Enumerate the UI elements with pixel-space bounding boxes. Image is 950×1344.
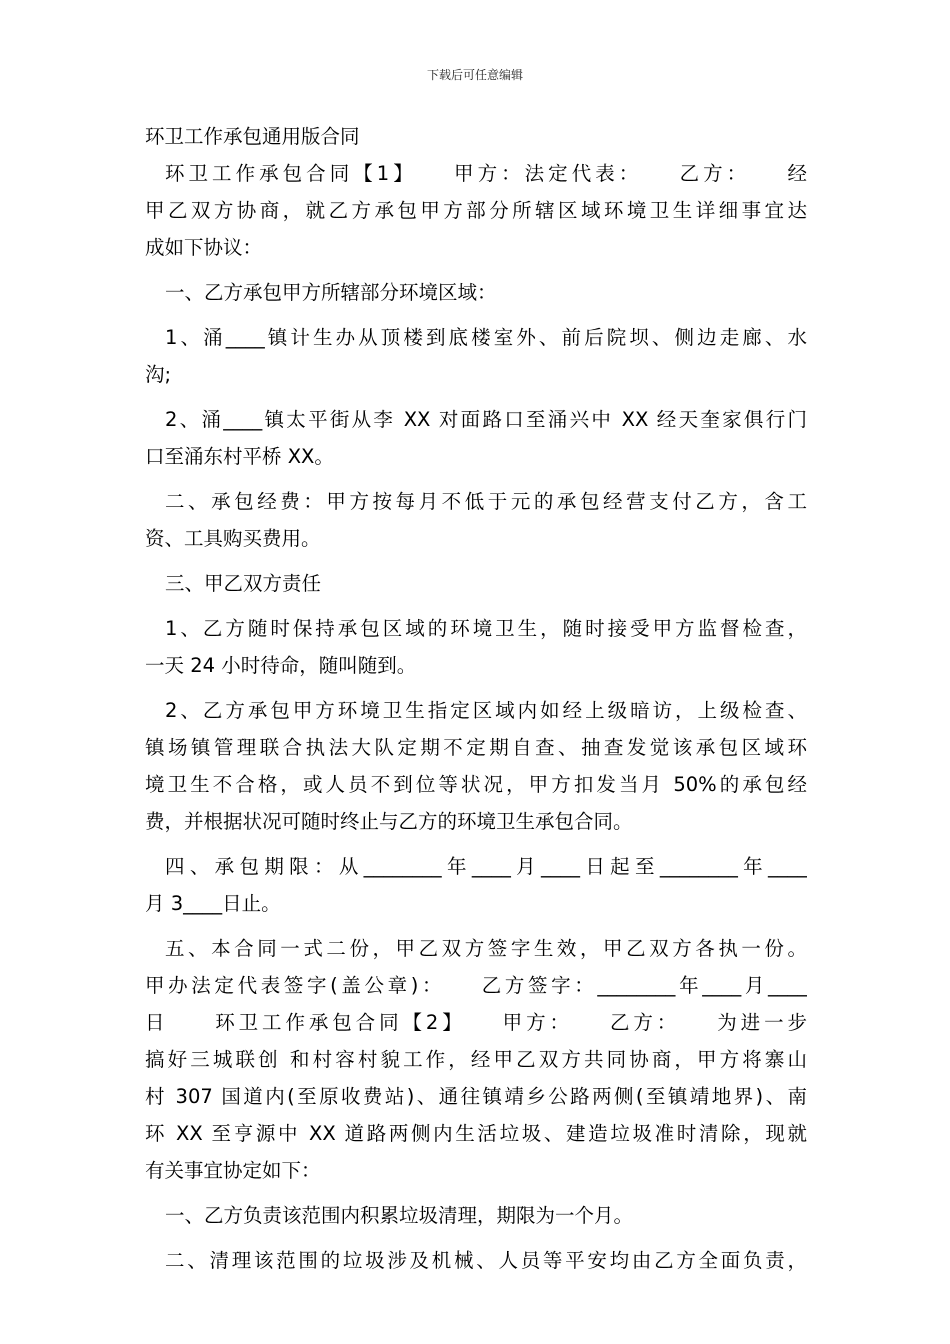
paragraph-line: 甲办法定代表签字(盖公章)： 乙方签字：________年____月____ [145, 974, 807, 997]
paragraph-line: 费，并根据状况可随时终止与乙方的环境卫生承包合同。 [145, 810, 633, 833]
paragraph-line: 1、涌____镇计生办从顶楼到底楼室外、前后院坝、侧边走廊、水 [165, 326, 807, 349]
paragraph-line: 四、承包期限：从________年____月____日起至________年____ [165, 855, 807, 878]
paragraph-line: 镇场镇管理联合执法大队定期不定期自查、抽查发觉该承包区域环 [145, 736, 807, 759]
paragraph-line: 甲乙双方协商，就乙方承包甲方部分所辖区域环境卫生详细事宜达 [145, 199, 807, 222]
paragraph-line: 一、乙方负责该范围内积累垃圾清理，期限为一个月。 [165, 1204, 634, 1227]
paragraph-line: 境卫生不合格，或人员不到位等状况，甲方扣发当月 50%的承包经 [145, 773, 807, 796]
document-title: 环卫工作承包通用版合同 [145, 125, 360, 148]
paragraph-line: 环 XX 至亨源中 XX 道路两侧内生活垃圾、建造垃圾准时清除，现就 [145, 1122, 807, 1145]
section-heading: 三、甲乙双方责任 [165, 572, 322, 595]
paragraph-line: 二、清理该范围的垃圾涉及机械、人员等平安均由乙方全面负责， [165, 1249, 807, 1272]
section-heading: 一、乙方承包甲方所辖部分环境区域： [165, 281, 497, 304]
paragraph-line: 搞好三城联创 和村容村貌工作，经甲乙双方共同协商，甲方将寨山 [145, 1048, 807, 1071]
paragraph-line: 成如下协议： [145, 236, 263, 259]
page-header-note: 下载后可任意编辑 [426, 68, 523, 82]
paragraph-line: 五、本合同一式二份，甲乙双方签字生效，甲乙双方各执一份。 [165, 937, 807, 960]
paragraph-line: 环卫工作承包合同【1】 甲方：法定代表： 乙方： 经 [165, 162, 807, 185]
paragraph-line: 2、乙方承包甲方环境卫生指定区域内如经上级暗访，上级检查、 [165, 699, 807, 722]
paragraph-line: 2、涌____镇太平街从李 XX 对面路口至涌兴中 XX 经天奎家俱行门 [165, 408, 807, 431]
paragraph-line: 口至涌东村平桥 XX。 [145, 445, 334, 468]
paragraph-line: 有关事宜协定如下： [145, 1159, 321, 1182]
paragraph-line: 二、承包经费：甲方按每月不低于元的承包经营支付乙方，含工 [165, 490, 807, 513]
paragraph-line: 沟; [145, 363, 172, 386]
paragraph-line: 一天 24 小时待命，随叫随到。 [145, 654, 417, 677]
paragraph-line: 村 307 国道内(至原收费站)、通往镇靖乡公路两侧(至镇靖地界)、南 [145, 1085, 807, 1108]
paragraph-line: 资、工具购买费用。 [145, 527, 321, 550]
paragraph-line: 日 环卫工作承包合同【2】 甲方： 乙方： 为进一步 [145, 1011, 807, 1034]
document-body [145, 118, 807, 1279]
paragraph-line: 1、乙方随时保持承包区域的环境卫生，随时接受甲方监督检查， [165, 617, 807, 640]
paragraph-line: 月 3____日止。 [145, 892, 281, 915]
